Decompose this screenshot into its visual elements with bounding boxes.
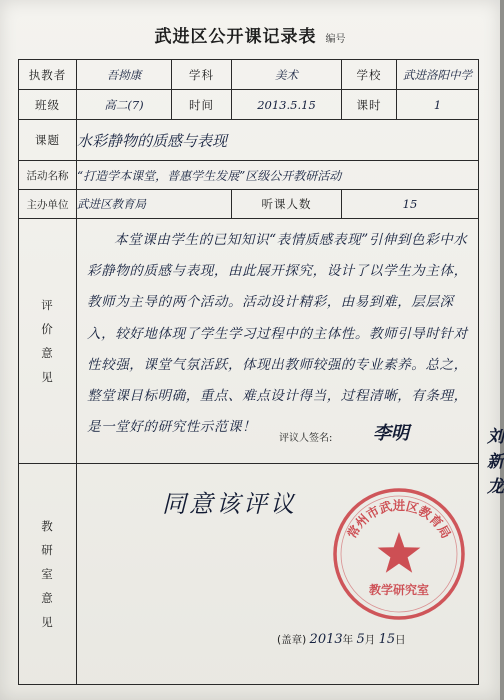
topic-value: 水彩静物的质感与表现 <box>77 120 479 161</box>
teacher-value: 吾拗康 <box>77 60 172 90</box>
period-value: 1 <box>397 90 479 120</box>
comments-label <box>19 219 77 464</box>
comments-text: 本堂课由学生的已知知识“表情质感表现”引伸到色彩中水彩静物的质感与表现，由此展开探究，设计了以学生为主体，教师为主导的两个活动。活动设计精彩，由易到难，层层深入，较好地体现了学生学习过程中的主体性。教师引导时针对性较强，课堂气氛活跃，体现出教师较强的专业素养。总之，整堂课目标明确，重点、难点设计得当，过程清晰，有条理，是一堂好的研究性示范课！ <box>87 232 468 436</box>
period-label: 课时 <box>342 90 397 120</box>
subject-value: 美术 <box>232 60 342 90</box>
comments-label-char: 评 <box>41 297 54 312</box>
date-year-label: 年 <box>342 634 354 646</box>
date-day: 15 <box>378 632 396 647</box>
activity-value: “打造学本课堂，普惠学生发展”区级公开教研活动 <box>77 161 479 190</box>
research-office-cell <box>77 464 479 685</box>
record-table <box>18 59 504 685</box>
comments-label-char: 见 <box>41 370 54 385</box>
school-label: 学校 <box>342 60 397 90</box>
comments-cell <box>77 219 504 497</box>
seal-bottom-text: 教学研究室 <box>368 583 430 597</box>
research-label-char: 见 <box>41 615 54 630</box>
date-month: 5 <box>356 632 365 647</box>
school-value: 武进洛阳中学 <box>397 60 479 90</box>
row-research-office <box>19 464 479 685</box>
research-label-char: 教 <box>41 518 54 533</box>
row-activity <box>19 161 479 190</box>
comments-label-char: 意 <box>41 346 54 360</box>
research-label-char: 意 <box>41 591 54 606</box>
attendees-value: 15 <box>342 190 479 219</box>
research-office-label <box>19 464 77 685</box>
class-label: 班级 <box>19 90 77 120</box>
stamp-label: (盖章) <box>277 634 307 646</box>
time-value: 2013.5.15 <box>232 90 342 120</box>
reviewer-signature-label: 评议人签名: <box>279 433 333 444</box>
row-class <box>19 90 479 120</box>
stamp-date-line <box>277 632 406 647</box>
official-seal <box>329 484 469 624</box>
comments-label-char: 价 <box>41 321 54 336</box>
subject-label: 学科 <box>172 60 232 90</box>
host-label: 主办单位 <box>19 190 77 219</box>
form-number-label: 编号 <box>325 34 346 45</box>
topic-label: 课题 <box>19 120 77 161</box>
research-opinion-text: 同意该评议 <box>162 490 297 518</box>
row-teacher <box>19 60 479 90</box>
teacher-label: 执教者 <box>19 60 77 90</box>
seal-top-text: 常州市武进区教育局 <box>343 498 455 541</box>
row-comments <box>19 219 479 464</box>
class-value: 高二(7) <box>77 90 172 120</box>
row-topic <box>19 120 479 161</box>
activity-label: 活动名称 <box>19 161 77 190</box>
attendees-label: 听课人数 <box>232 190 342 219</box>
row-host <box>19 190 479 219</box>
date-month-label: 月 <box>364 634 376 646</box>
date-day-label: 日 <box>395 634 406 646</box>
research-label-char: 室 <box>41 566 54 581</box>
reviewer-signature-2: 刘新龙 <box>487 427 504 497</box>
form-header <box>0 22 500 47</box>
reviewer-signature-1: 李明 <box>373 423 409 444</box>
research-label-char: 研 <box>41 542 54 557</box>
host-value: 武进区教育局 <box>77 190 232 219</box>
date-year: 2013 <box>309 632 343 647</box>
time-label: 时间 <box>172 90 232 120</box>
seal-star-icon <box>378 532 421 573</box>
form-title: 武进区公开课记录表 <box>154 27 317 47</box>
